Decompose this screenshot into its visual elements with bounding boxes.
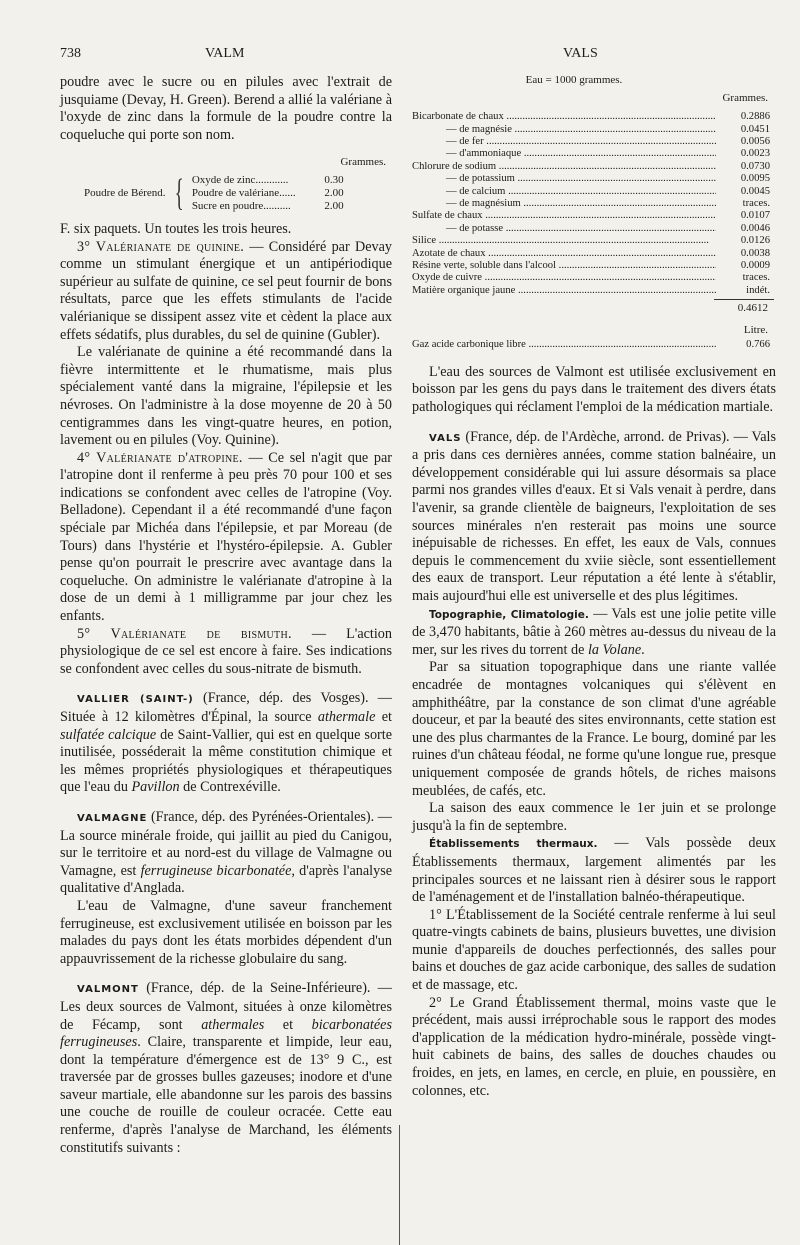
table-cell-value: 0.2886 — [740, 111, 770, 123]
column-divider — [399, 1125, 400, 1245]
table-cell-value: traces. — [742, 272, 770, 284]
table-cell-name: Azotate de chaux ..... — [412, 248, 716, 260]
section-heading: 4° Valérianate d'atropine. — [77, 449, 243, 466]
table-cell-value: 0.0056 — [740, 136, 770, 147]
table-cell-name: — de fer ..... — [412, 136, 716, 148]
berend-formula-table — [82, 174, 346, 213]
formula-amount: 0.30 — [324, 173, 344, 186]
table-unit: Grammes. — [722, 91, 768, 104]
entry-vallier: VALLIER (SAINT-) (France, dép. des Vosges). — Située à 12 kilomètres d'Épinal, la source athermale et sulfatée calcique de Saint-Vallier, qui est en quelque sorte inutilisée, posséderait la même constitution chimique et les mêmes propriétés physiologiques et thérapeutiques que l'eau du Pavillon de Contrexéville. — [60, 690, 393, 796]
table-cell-name: Bicarbonate de chaux ..... — [412, 111, 716, 123]
right-column — [412, 72, 776, 1100]
paragraph: 2° Le Grand Établissement thermal, moins vaste que le précédent, mais aussi irréprochable sous le rapport des modes d'application de la médication hydro-minérale, possède vingt-huit cabinets de bains, des salles de douches chaudes ou froides, en jets, en lames, en cercle, en pluie, en poussière, en colonnes, etc. — [412, 994, 776, 1099]
subsection-heading: Établissements thermaux. — [429, 838, 598, 851]
table-cell-value: indét. — [746, 284, 770, 296]
table-row — [412, 186, 776, 198]
table-row — [412, 223, 776, 235]
table-heading: Eau = 1000 grammes. — [525, 74, 623, 86]
table-row — [412, 260, 776, 272]
paragraph: 3° Valérianate de quinine. — Considéré par Devay comme un stimulant énergique et un antipériodique supérieur au sulfate de quinine, ce sel peut fournir de bons résultats, parce que les effets stimulants de l'acide valérianique se dissipent assez vite et cèdent la place aux effets sédatifs, plus durables, du sel de quinine (Gubler). — [60, 238, 392, 343]
paragraph: L'eau de Valmagne, d'une saveur franchement ferrugineuse, est exclusivement utilisée en boisson par les malades du pays dont les états morbides dépendent d'un appauvrissement de la richesse globulaire du sang. — [60, 897, 392, 967]
table-cell-name: — de calcium ..... — [412, 186, 716, 198]
table-row — [412, 272, 776, 284]
table-cell-name: — d'ammoniaque ..... — [412, 148, 716, 160]
table-cell-name: Matière organique jaune ..... — [412, 285, 716, 297]
table-cell-name: — de magnésie ..... — [412, 124, 716, 136]
table-cell-value: 0.0095 — [740, 173, 770, 185]
paragraph: La saison des eaux commence le 1er juin et se prolonge jusqu'à la fin de septembre. — [412, 800, 776, 834]
table-cell-value: 0.0038 — [740, 247, 770, 259]
analysis-table — [412, 111, 776, 297]
entry-headword: VALMAGNE — [77, 812, 148, 824]
table-cell-value: traces. — [742, 198, 770, 210]
table-cell-name: — de potassium ..... — [412, 173, 716, 185]
table-row — [412, 248, 776, 260]
formula-ingredient: Sucre en poudre.......... — [191, 199, 291, 212]
berend-label: Poudre de Bérend. — [84, 186, 166, 199]
entry-vals: VALS (France, dép. de l'Ardèche, arrond. de Privas). — Vals a pris dans ces dernières années, comme station balnéaire, un développement considérable qui lui assure désormais sa place parmi nos grandes villes d'eaux. Et si Vals venait à perdre, dans l'avenir, sa grande clientèle de baigneurs, l'exploitation de ses sources minérales n'en resterait pas moins une source inépuisable de richesses. En effet, les eaux de Vals, connues depuis le commencement du xviie siècle, sont essentiellement des eaux de transport. Leur réputation a été lente à s'établir, mais aujourd'hui elle est universelle et des plus légitimes. — [412, 428, 776, 604]
table-cell-value: 0.0009 — [740, 260, 770, 272]
entry-headword: VALLIER (SAINT-) — [77, 694, 194, 706]
table-cell-value: 0.0107 — [740, 210, 770, 222]
table-row — [412, 235, 776, 247]
page-number: 738 — [60, 46, 81, 61]
table-cell-name: Sulfate de chaux ..... — [412, 210, 716, 222]
table-cell-value: 0.0045 — [740, 185, 770, 197]
table-row — [412, 161, 776, 173]
running-header — [0, 46, 800, 68]
formula-ingredient: Poudre de valériane...... — [191, 186, 296, 199]
table-cell-value: 0.766 — [746, 339, 770, 351]
section-heading: 5° Valérianate de bismuth. — [77, 625, 292, 642]
entry-valmont: VALMONT (France, dép. de la Seine-Inférieure). — Les deux sources de Valmont, situées à onze kilomètres de Fécamp, sont athermales et bicarbonatées ferrugineuses. Claire, transparente et limpide, leur eau, dont la température d'émergence est de 13° 9 C., est traversée par de grosses bulles gazeuses; inodore et d'une saveur martiale, elle abandonne sur les parois des bassins une couche de rouille de couleur ocracée. Cette eau renferme, d'après l'analyse de Marchand, les éléments constitutifs suivants : — [60, 980, 392, 1156]
table-cell-name: Résine verte, soluble dans l'alcool ..... — [412, 260, 716, 272]
table-cell-name: Silice ..... — [412, 235, 716, 247]
paragraph: Par sa situation topographique dans une riante vallée encadrée de montagnes volcaniques qui s'élèvent en amphithéâtre, par la constance de son climat d'une agréable douceur, et par la beauté des sites environnants, cette station est une des plus charmantes de la France. Le bourg, dominé par les ruines d'un château féodal, ne forme qu'une longue rue, presque uniquement composée de grands hôtels, de riches maisons meublées, de cafés, etc. — [412, 659, 776, 799]
table-cell-name: Gaz acide carbonique libre ..... — [412, 339, 716, 351]
subsection-heading: Topographie, Climatologie. — [429, 608, 589, 621]
header-right-title: VALS — [563, 46, 598, 61]
header-left-title: VALM — [205, 46, 245, 61]
brace-icon: { — [174, 172, 184, 215]
liter-label: Litre. — [743, 323, 768, 336]
table-cell-value: 0.0046 — [740, 222, 770, 234]
table-row — [412, 285, 776, 297]
paragraph: 1° L'Établissement de la Société centrale renferme à lui seul quatre-vingts cabinets de bains, plusieurs buvettes, une division munie d'appareils de douches perfectionnés, des salles pour bains et douches de gaz acide carbonique, des salles de sudation et de massage, etc. — [412, 906, 776, 994]
berend-unit: Grammes. — [340, 156, 386, 169]
table-row — [412, 148, 776, 160]
paragraph: F. six paquets. Un toutes les trois heures. — [60, 220, 292, 237]
table-cell-value: 0.0023 — [740, 148, 770, 160]
table-row — [412, 210, 776, 222]
table-row — [412, 198, 776, 210]
paragraph: Établissements thermaux. — Vals possède deux Établissements thermaux, largement alimentés par les principales sources et ne laissant rien à désirer sous le rapport de l'aménagement et de l'installation balnéo-thérapeutique. — [412, 835, 777, 906]
table-cell-value: 0.0730 — [740, 160, 770, 172]
paragraph: L'eau des sources de Valmont est utilisée exclusivement en boisson par les gens du pays dans le traitement des divers états pathologiques qui réclament l'emploi de la médication martiale. — [412, 363, 776, 416]
table-total: 0.4612 — [737, 302, 768, 315]
formula-amount: 2.00 — [324, 186, 344, 199]
table-cell-value: 0.0451 — [740, 123, 770, 135]
table-cell-name: Oxyde de cuivre ..... — [412, 272, 716, 284]
paragraph: 4° Valérianate d'atropine. — Ce sel n'agit que par l'atropine dont il renferme à peu près 70 pour 100 et ses indications se confondent avec celles de l'atropine (Voy. Belladone). Cependant il a été recommandé d'une façon spéciale par Michéa dans l'épilepsie, et par Moreau (de Tours) dans l'hystérie et l'hystéro-épilepsie. A. Gubler pense qu'on pourrait le prescrire avec avantage dans la coqueluche. On administre le valérianate d'atropine à la dose de un demi à 1 milligramme par jour chez les enfants. — [60, 449, 393, 625]
table-cell-name: — de magnésium ..... — [412, 198, 716, 210]
table-cell-name: — de potasse ..... — [412, 223, 716, 235]
formula-amount: 2.00 — [324, 199, 344, 212]
paragraph: poudre avec le sucre ou en pilules avec l'extrait de jusquiame (Devay, H. Green). Berend a allié la valériane à l'oxyde de zinc dans la formule de la poudre contre la coqueluche qui porte son nom. — [60, 74, 392, 143]
formula-ingredient: Oxyde de zinc............ — [191, 173, 289, 186]
paragraph: Le valérianate de quinine a été recommandé dans la fièvre intermittente et le rhumatisme, mais plus spécialement vanté dans la migraine, l'épilepsie et les névroses. On l'administre à la dose moyenne de 20 à 50 centigrammes dans les vingt-quatre heures, en potion, lavement ou en pilules (Voy. Quinine). — [60, 344, 392, 449]
entry-headword: VALS — [429, 432, 462, 444]
section-heading: 3° Valérianate de quinine. — [77, 238, 245, 255]
table-cell-name: Chlorure de sodium ..... — [412, 161, 716, 173]
table-row — [412, 124, 776, 136]
table-row — [412, 339, 776, 351]
table-cell-value: 0.0126 — [740, 235, 770, 247]
paragraph: Topographie, Climatologie. — Vals est une jolie petite ville de 3,470 habitants, bâtie à 260 mètres au-dessus du niveau de la mer, sur les rives du torrent de la Volane. — [412, 605, 776, 658]
table-row — [412, 173, 776, 185]
table-row — [412, 111, 776, 123]
entry-headword: VALMONT — [77, 984, 139, 996]
paragraph: 5° Valérianate de bismuth. — L'action physiologique de ce sel est encore à faire. Ses indications se confondent avec celles du sous-nitrate de bismuth. — [60, 625, 392, 677]
table-row — [412, 136, 776, 148]
entry-valmagne: VALMAGNE (France, dép. des Pyrénées-Orientales). — La source minérale froide, qui jaillit au pied du Canigou, sur le territoire et au nord-est du village de Valmagne ou Vamagne, est ferrugineuse bicarbonatée, d'après l'analyse qualitative d'Anglada. — [60, 808, 393, 897]
left-column — [60, 74, 392, 1157]
